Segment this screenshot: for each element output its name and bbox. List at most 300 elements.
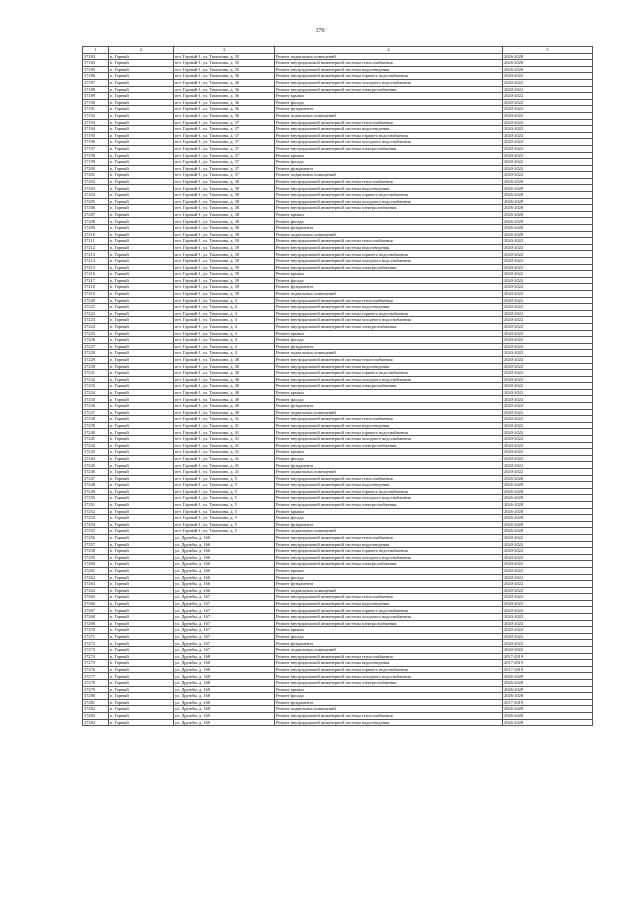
cell-settlement: п. Горный (109, 66, 174, 73)
table-row (83, 126, 593, 133)
cell-settlement: п. Горный (109, 436, 174, 443)
cell-settlement: п. Горный (109, 343, 174, 350)
cell-work-type: Ремонт внутридомовой инженерной системы водоотведения (275, 719, 503, 726)
cell-number: 37278 (83, 680, 109, 687)
table-row (83, 330, 593, 337)
cell-settlement: п. Горный (109, 666, 174, 673)
cell-settlement: п. Горный (109, 264, 174, 271)
cell-address: ул. Дружбы, д. 168 (174, 660, 275, 667)
cell-period: 2020-2022 (503, 317, 593, 324)
cell-address: пгт. Горный-1, ул. Тимохина, д. 5 (174, 482, 275, 489)
cell-work-type: Ремонт внутридомовой инженерной системы холодного водоснабжения (275, 614, 503, 621)
cell-address: ул. Дружбы, д. 168 (174, 666, 275, 673)
cell-settlement: п. Горный (109, 363, 174, 370)
table-row (83, 554, 593, 561)
cell-period: 2020-2022 (503, 106, 593, 113)
cell-period: 2020-2022 (503, 409, 593, 416)
cell-period: 2026-2028 (503, 528, 593, 535)
cell-number: 37194 (83, 126, 109, 133)
cell-number: 37236 (83, 403, 109, 410)
cell-address: пгт. Горный-1, ул. Тимохина, д. 41 (174, 429, 275, 436)
cell-settlement: п. Горный (109, 330, 174, 337)
cell-work-type: Ремонт фундамента (275, 699, 503, 706)
table-row (83, 501, 593, 508)
cell-work-type: Ремонт внутридомовой инженерной системы электроснабжения (275, 264, 503, 271)
cell-number: 37239 (83, 422, 109, 429)
cell-address: пгт. Горный-1, ул. Тимохина, д. 5 (174, 521, 275, 528)
table-row (83, 79, 593, 86)
cell-number: 37272 (83, 640, 109, 647)
cell-work-type: Ремонт внутридомовой инженерной системы холодного водоснабжения (275, 376, 503, 383)
cell-settlement: п. Горный (109, 53, 174, 60)
cell-number: 37207 (83, 211, 109, 218)
cell-work-type: Ремонт подвальных помещений (275, 647, 503, 654)
cell-settlement: п. Горный (109, 581, 174, 588)
cell-period: 2020-2022 (503, 627, 593, 634)
cell-settlement: п. Горный (109, 145, 174, 152)
cell-number: 37269 (83, 620, 109, 627)
cell-period: 2020-2022 (503, 620, 593, 627)
cell-number: 37210 (83, 231, 109, 238)
cell-settlement: п. Горный (109, 99, 174, 106)
cell-number: 37261 (83, 567, 109, 574)
cell-period: 2020-2022 (503, 600, 593, 607)
cell-period: 2020-2022 (503, 403, 593, 410)
cell-work-type: Ремонт внутридомовой инженерной системы теплоснабжения (275, 119, 503, 126)
cell-settlement: п. Горный (109, 79, 174, 86)
cell-settlement: п. Горный (109, 587, 174, 594)
cell-settlement: п. Горный (109, 396, 174, 403)
cell-settlement: п. Горный (109, 192, 174, 199)
table-row (83, 205, 593, 212)
table-row (83, 482, 593, 489)
cell-period: 2026-2028 (503, 712, 593, 719)
cell-number: 37281 (83, 699, 109, 706)
cell-address: пгт. Горный-1, ул. Тимохина, д. 40 (174, 403, 275, 410)
cell-period: 2020-2022 (503, 330, 593, 337)
cell-number: 37270 (83, 627, 109, 634)
cell-number: 37215 (83, 264, 109, 271)
table-row (83, 363, 593, 370)
cell-settlement: п. Горный (109, 482, 174, 489)
table-row (83, 660, 593, 667)
table-row (83, 528, 593, 535)
table-row (83, 581, 593, 588)
cell-address: пгт. Горный-1, ул. Тимохина, д. 5 (174, 528, 275, 535)
cell-address: ул. Дружбы, д. 166 (174, 567, 275, 574)
cell-number: 37242 (83, 442, 109, 449)
table-row (83, 343, 593, 350)
cell-address: пгт. Горный-1, ул. Тимохина, д. 39 (174, 258, 275, 265)
cell-period: 2026-2028 (503, 686, 593, 693)
cell-address: пгт. Горный-1, ул. Тимохина, д. 5 (174, 488, 275, 495)
cell-address: ул. Дружбы, д. 166 (174, 574, 275, 581)
cell-period: 2026-2028 (503, 211, 593, 218)
cell-number: 37222 (83, 310, 109, 317)
cell-period: 2020-2022 (503, 343, 593, 350)
cell-work-type: Ремонт фасада (275, 277, 503, 284)
cell-settlement: п. Горный (109, 554, 174, 561)
cell-settlement: п. Горный (109, 172, 174, 179)
cell-number: 37196 (83, 139, 109, 146)
table-row (83, 178, 593, 185)
cell-number: 37271 (83, 633, 109, 640)
table-row (83, 475, 593, 482)
cell-address: ул. Дружбы, д. 168 (174, 686, 275, 693)
table-row (83, 647, 593, 654)
cell-settlement: п. Горный (109, 139, 174, 146)
cell-number: 37229 (83, 356, 109, 363)
cell-address: пгт. Горный-1, ул. Тимохина, д. 40 (174, 396, 275, 403)
cell-settlement: п. Горный (109, 680, 174, 687)
cell-number: 37250 (83, 495, 109, 502)
cell-work-type: Ремонт внутридомовой инженерной системы холодного водоснабжения (275, 495, 503, 502)
cell-period: 2020-2022 (503, 304, 593, 311)
cell-period: 2020-2022 (503, 548, 593, 555)
cell-settlement: п. Горный (109, 521, 174, 528)
cell-period: 2020-2022 (503, 442, 593, 449)
cell-number: 37273 (83, 647, 109, 654)
cell-number: 37214 (83, 258, 109, 265)
cell-period: 2020-2022 (503, 647, 593, 654)
cell-period: 2020-2022 (503, 416, 593, 423)
cell-work-type: Ремонт подвальных помещений (275, 290, 503, 297)
cell-work-type: Ремонт фасада (275, 693, 503, 700)
cell-settlement: п. Горный (109, 337, 174, 344)
cell-period: 2020-2022 (503, 152, 593, 159)
cell-number: 37203 (83, 185, 109, 192)
cell-address: пгт. Горный-1, ул. Тимохина, д. 36 (174, 93, 275, 100)
cell-work-type: Ремонт крыши (275, 686, 503, 693)
cell-settlement: п. Горный (109, 323, 174, 330)
cell-work-type: Ремонт внутридомовой инженерной системы электроснабжения (275, 501, 503, 508)
table-row (83, 185, 593, 192)
cell-address: пгт. Горный-1, ул. Тимохина, д. 4 (174, 304, 275, 311)
cell-address: пгт. Горный-1, ул. Тимохина, д. 4 (174, 350, 275, 357)
cell-number: 37231 (83, 370, 109, 377)
cell-period: 2026-2028 (503, 673, 593, 680)
cell-address: пгт. Горный-1, ул. Тимохина, д. 36 (174, 79, 275, 86)
cell-work-type: Ремонт внутридомовой инженерной системы теплоснабжения (275, 712, 503, 719)
cell-number: 37283 (83, 712, 109, 719)
cell-work-type: Ремонт подвальных помещений (275, 112, 503, 119)
cell-work-type: Ремонт фасада (275, 218, 503, 225)
cell-number: 37277 (83, 673, 109, 680)
cell-settlement: п. Горный (109, 185, 174, 192)
table-row (83, 469, 593, 476)
cell-address: пгт. Горный-1, ул. Тимохина, д. 38 (174, 178, 275, 185)
cell-period: 2020-2022 (503, 429, 593, 436)
cell-address: пгт. Горный-1, ул. Тимохина, д. 38 (174, 211, 275, 218)
table-row (83, 112, 593, 119)
cell-period: 2020-2022 (503, 574, 593, 581)
cell-period: 2020-2022 (503, 422, 593, 429)
table-row (83, 712, 593, 719)
cell-number: 37200 (83, 165, 109, 172)
cell-settlement: п. Горный (109, 350, 174, 357)
cell-period: 2020-2022 (503, 462, 593, 469)
cell-work-type: Ремонт фасада (275, 574, 503, 581)
table-row (83, 317, 593, 324)
cell-settlement: п. Горный (109, 501, 174, 508)
cell-settlement: п. Горный (109, 620, 174, 627)
table-row (83, 699, 593, 706)
cell-period: 2020-2022 (503, 614, 593, 621)
cell-settlement: п. Горный (109, 653, 174, 660)
cell-period: 2020-2022 (503, 93, 593, 100)
column-header-settlement: 2 (109, 47, 174, 54)
cell-address: ул. Дружбы, д. 167 (174, 647, 275, 654)
page-number: 370 (315, 28, 325, 34)
cell-work-type: Ремонт внутридомовой инженерной системы теплоснабжения (275, 653, 503, 660)
cell-address: пгт. Горный-1, ул. Тимохина, д. 40 (174, 370, 275, 377)
cell-period: 2020-2022 (503, 145, 593, 152)
cell-address: пгт. Горный-1, ул. Тимохина, д. 38 (174, 198, 275, 205)
table-row (83, 541, 593, 548)
cell-settlement: п. Горный (109, 284, 174, 291)
cell-address: ул. Дружбы, д. 168 (174, 653, 275, 660)
cell-address: пгт. Горный-1, ул. Тимохина, д. 36 (174, 73, 275, 80)
cell-period: 2020-2022 (503, 436, 593, 443)
cell-number: 37197 (83, 145, 109, 152)
cell-settlement: п. Горный (109, 86, 174, 93)
cell-period: 2020-2022 (503, 238, 593, 245)
cell-number: 37268 (83, 614, 109, 621)
cell-period: 2026-2028 (503, 178, 593, 185)
cell-period: 2020-2022 (503, 244, 593, 251)
cell-settlement: п. Горный (109, 126, 174, 133)
table-row (83, 614, 593, 621)
table-row (83, 436, 593, 443)
cell-address: пгт. Горный-1, ул. Тимохина, д. 4 (174, 317, 275, 324)
table-row (83, 515, 593, 522)
table-body (83, 53, 593, 726)
cell-number: 37199 (83, 159, 109, 166)
cell-period: 2026-2028 (503, 218, 593, 225)
cell-number: 37266 (83, 600, 109, 607)
cell-address: пгт. Горный-1, ул. Тимохина, д. 41 (174, 436, 275, 443)
cell-settlement: п. Горный (109, 594, 174, 601)
cell-settlement: п. Горный (109, 699, 174, 706)
cell-settlement: п. Горный (109, 403, 174, 410)
column-header-work-type: 4 (275, 47, 503, 54)
cell-address: ул. Дружбы, д. 168 (174, 693, 275, 700)
cell-work-type: Ремонт внутридомовой инженерной системы горячего водоснабжения (275, 310, 503, 317)
cell-address: пгт. Горный-1, ул. Тимохина, д. 37 (174, 119, 275, 126)
cell-work-type: Ремонт внутридомовой инженерной системы электроснабжения (275, 323, 503, 330)
table-row (83, 73, 593, 80)
cell-period: 2026-2028 (503, 515, 593, 522)
cell-address: пгт. Горный-1, ул. Тимохина, д. 37 (174, 165, 275, 172)
cell-number: 37267 (83, 607, 109, 614)
cell-number: 37219 (83, 290, 109, 297)
cell-settlement: п. Горный (109, 640, 174, 647)
table-row (83, 594, 593, 601)
cell-work-type: Ремонт внутридомовой инженерной системы холодного водоснабжения (275, 139, 503, 146)
cell-number: 37226 (83, 337, 109, 344)
cell-period: 2020-2022 (503, 165, 593, 172)
cell-settlement: п. Горный (109, 614, 174, 621)
cell-work-type: Ремонт фундамента (275, 165, 503, 172)
cell-number: 37208 (83, 218, 109, 225)
cell-work-type: Ремонт фундамента (275, 403, 503, 410)
cell-period: 2020-2022 (503, 99, 593, 106)
cell-settlement: п. Горный (109, 488, 174, 495)
cell-address: пгт. Горный-1, ул. Тимохина, д. 4 (174, 330, 275, 337)
cell-settlement: п. Горный (109, 317, 174, 324)
cell-work-type: Ремонт внутридомовой инженерной системы электроснабжения (275, 680, 503, 687)
table-row (83, 409, 593, 416)
cell-address: пгт. Горный-1, ул. Тимохина, д. 37 (174, 132, 275, 139)
cell-settlement: п. Горный (109, 132, 174, 139)
cell-work-type: Ремонт внутридомовой инженерной системы холодного водоснабжения (275, 673, 503, 680)
cell-number: 37186 (83, 73, 109, 80)
table-row (83, 350, 593, 357)
cell-settlement: п. Горный (109, 152, 174, 159)
cell-period: 2026-2028 (503, 53, 593, 60)
cell-period: 2020-2022 (503, 561, 593, 568)
cell-period: 2020-2022 (503, 370, 593, 377)
cell-period: 2020-2022 (503, 86, 593, 93)
cell-work-type: Ремонт подвальных помещений (275, 409, 503, 416)
cell-period: 2020-2022 (503, 554, 593, 561)
cell-work-type: Ремонт внутридомовой инженерной системы водоотведения (275, 66, 503, 73)
cell-period: 2020-2022 (503, 310, 593, 317)
cell-work-type: Ремонт внутридомовой инженерной системы водоотведения (275, 185, 503, 192)
table-row (83, 680, 593, 687)
cell-settlement: п. Горный (109, 469, 174, 476)
table-row (83, 66, 593, 73)
cell-work-type: Ремонт внутридомовой инженерной системы горячего водоснабжения (275, 370, 503, 377)
table-row (83, 145, 593, 152)
table-row (83, 284, 593, 291)
cell-number: 37245 (83, 462, 109, 469)
table-row (83, 561, 593, 568)
cell-settlement: п. Горный (109, 225, 174, 232)
table-row (83, 225, 593, 232)
table-row (83, 620, 593, 627)
cell-settlement: п. Горный (109, 271, 174, 278)
cell-address: пгт. Горный-1, ул. Тимохина, д. 40 (174, 389, 275, 396)
cell-number: 37218 (83, 284, 109, 291)
cell-number: 37212 (83, 244, 109, 251)
table-row (83, 132, 593, 139)
cell-settlement: п. Горный (109, 383, 174, 390)
cell-period: 2026-2028 (503, 693, 593, 700)
cell-address: пгт. Горный-1, ул. Тимохина, д. 37 (174, 145, 275, 152)
cell-work-type: Ремонт внутридомовой инженерной системы холодного водоснабжения (275, 198, 503, 205)
cell-settlement: п. Горный (109, 376, 174, 383)
table-row (83, 218, 593, 225)
table-row (83, 495, 593, 502)
cell-number: 37227 (83, 343, 109, 350)
cell-settlement: п. Горный (109, 416, 174, 423)
cell-address: пгт. Горный-1, ул. Тимохина, д. 5 (174, 508, 275, 515)
cell-period: 2020-2022 (503, 290, 593, 297)
cell-number: 37228 (83, 350, 109, 357)
cell-settlement: п. Горный (109, 475, 174, 482)
table-row (83, 548, 593, 555)
cell-work-type: Ремонт внутридомовой инженерной системы водоотведения (275, 422, 503, 429)
cell-number: 37264 (83, 587, 109, 594)
cell-settlement: п. Горный (109, 119, 174, 126)
cell-work-type: Ремонт крыши (275, 627, 503, 634)
cell-work-type: Ремонт фундамента (275, 521, 503, 528)
cell-work-type: Ремонт внутридомовой инженерной системы холодного водоснабжения (275, 554, 503, 561)
cell-work-type: Ремонт внутридомовой инженерной системы теплоснабжения (275, 238, 503, 245)
cell-settlement: п. Горный (109, 541, 174, 548)
cell-period: 2017-2019 (503, 666, 593, 673)
cell-settlement: п. Горный (109, 574, 174, 581)
cell-address: ул. Дружбы, д. 166 (174, 541, 275, 548)
cell-settlement: п. Горный (109, 422, 174, 429)
cell-address: пгт. Горный-1, ул. Тимохина, д. 5 (174, 475, 275, 482)
cell-number: 37204 (83, 192, 109, 199)
cell-work-type: Ремонт внутридомовой инженерной системы водоотведения (275, 244, 503, 251)
table-row (83, 337, 593, 344)
table-row (83, 53, 593, 60)
cell-work-type: Ремонт внутридомовой инженерной системы электроснабжения (275, 86, 503, 93)
cell-settlement: п. Горный (109, 429, 174, 436)
cell-address: пгт. Горный-1, ул. Тимохина, д. 37 (174, 139, 275, 146)
cell-work-type: Ремонт фасада (275, 455, 503, 462)
table-row (83, 587, 593, 594)
cell-number: 37256 (83, 534, 109, 541)
cell-address: пгт. Горный-1, ул. Тимохина, д. 38 (174, 218, 275, 225)
cell-number: 37248 (83, 482, 109, 489)
cell-period: 2020-2022 (503, 469, 593, 476)
table-row (83, 488, 593, 495)
cell-work-type: Ремонт внутридомовой инженерной системы теплоснабжения (275, 178, 503, 185)
cell-work-type: Ремонт внутридомовой инженерной системы водоотведения (275, 482, 503, 489)
cell-address: пгт. Горный-1, ул. Тимохина, д. 40 (174, 409, 275, 416)
cell-address: пгт. Горный-1, ул. Тимохина, д. 4 (174, 297, 275, 304)
cell-address: ул. Дружбы, д. 168 (174, 680, 275, 687)
cell-work-type: Ремонт подвальных помещений (275, 172, 503, 179)
cell-period: 2020-2022 (503, 396, 593, 403)
table-row (83, 429, 593, 436)
cell-work-type: Ремонт крыши (275, 449, 503, 456)
cell-address: пгт. Горный-1, ул. Тимохина, д. 41 (174, 422, 275, 429)
table-row (83, 534, 593, 541)
cell-work-type: Ремонт подвальных помещений (275, 350, 503, 357)
cell-period: 2020-2022 (503, 594, 593, 601)
cell-period: 2020-2022 (503, 534, 593, 541)
cell-period: 2020-2022 (503, 297, 593, 304)
cell-work-type: Ремонт внутридомовой инженерной системы теплоснабжения (275, 534, 503, 541)
cell-work-type: Ремонт внутридомовой инженерной системы теплоснабжения (275, 297, 503, 304)
cell-settlement: п. Горный (109, 660, 174, 667)
cell-settlement: п. Горный (109, 409, 174, 416)
cell-address: пгт. Горный-1, ул. Тимохина, д. 40 (174, 376, 275, 383)
table-row (83, 640, 593, 647)
cell-work-type: Ремонт внутридомовой инженерной системы холодного водоснабжения (275, 258, 503, 265)
cell-number: 37276 (83, 666, 109, 673)
cell-work-type: Ремонт фасада (275, 515, 503, 522)
cell-work-type: Ремонт крыши (275, 211, 503, 218)
cell-number: 37241 (83, 436, 109, 443)
cell-address: пгт. Горный-1, ул. Тимохина, д. 5 (174, 495, 275, 502)
cell-work-type: Ремонт крыши (275, 330, 503, 337)
cell-settlement: п. Горный (109, 60, 174, 67)
cell-work-type: Ремонт фундамента (275, 640, 503, 647)
cell-settlement: п. Горный (109, 389, 174, 396)
cell-number: 37259 (83, 554, 109, 561)
cell-settlement: п. Горный (109, 304, 174, 311)
table-row (83, 356, 593, 363)
cell-address: пгт. Горный-1, ул. Тимохина, д. 39 (174, 277, 275, 284)
cell-settlement: п. Горный (109, 600, 174, 607)
